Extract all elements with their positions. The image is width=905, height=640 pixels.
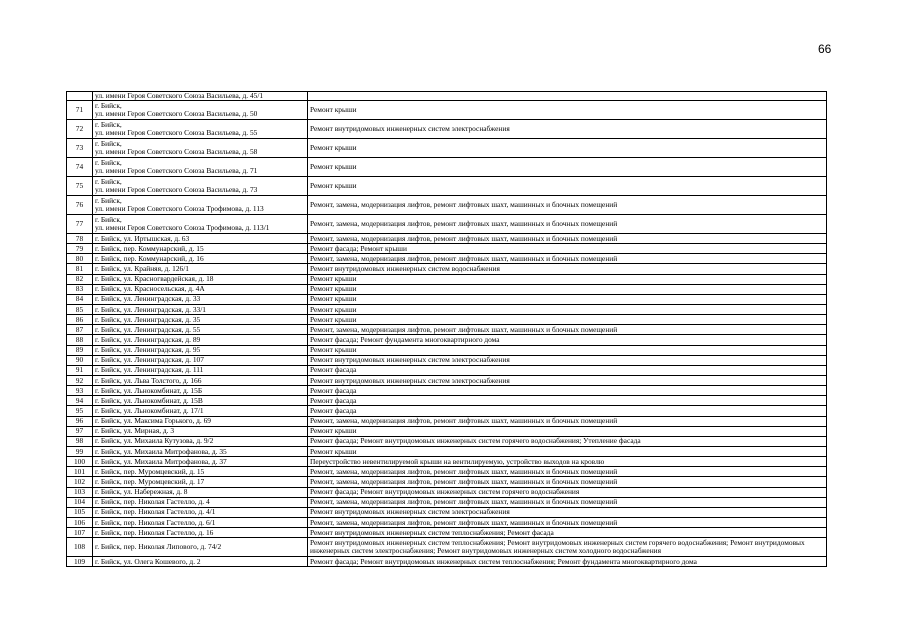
row-number-cell: 109 <box>67 557 93 567</box>
work-type-cell: Ремонт крыши <box>308 139 827 158</box>
table-row <box>67 528 827 538</box>
row-number-cell: 101 <box>67 467 93 477</box>
table-row <box>67 507 827 517</box>
table-row <box>67 120 827 139</box>
row-number-cell: 87 <box>67 325 93 335</box>
address-cell: г. Бийск, ул. Красносельская, д. 4А <box>93 284 308 294</box>
row-number-cell: 86 <box>67 315 93 325</box>
address-cell: г. Бийск, ул. Крайняя, д. 126/1 <box>93 264 308 274</box>
table-row <box>67 196 827 215</box>
work-type-cell: Ремонт внутридомовых инженерных систем электроснабжения <box>308 355 827 365</box>
row-number-cell: 81 <box>67 264 93 274</box>
row-number-cell: 106 <box>67 517 93 527</box>
address-cell: г. Бийск, ул. Михаила Митрофанова, д. 35 <box>93 446 308 456</box>
address-cell: г. Бийск, ул. имени Героя Советского Союза Трофимова, д. 113/1 <box>93 215 308 234</box>
row-number-cell: 105 <box>67 507 93 517</box>
table-row <box>67 284 827 294</box>
work-type-cell: Ремонт фасада <box>308 365 827 375</box>
address-cell: г. Бийск, ул. Иртышская, д. 63 <box>93 234 308 244</box>
row-number-cell: 94 <box>67 396 93 406</box>
address-cell: г. Бийск, пер. Муромцевский, д. 17 <box>93 477 308 487</box>
table-row <box>67 396 827 406</box>
address-cell: г. Бийск, ул. Михаила Митрофанова, д. 37 <box>93 457 308 467</box>
work-type-cell: Ремонт фасада <box>308 406 827 416</box>
work-type-cell: Ремонт внутридомовых инженерных систем водоснабжения <box>308 264 827 274</box>
row-number-cell: 104 <box>67 497 93 507</box>
address-cell: г. Бийск, ул. Льнокомбинат, д. 15В <box>93 396 308 406</box>
work-type-cell: Ремонт крыши <box>308 446 827 456</box>
work-type-cell: Ремонт, замена, модернизация лифтов, ремонт лифтовых шахт, машинных и блочных помещений <box>308 234 827 244</box>
address-cell: г. Бийск, ул. Льнокомбинат, д. 17/1 <box>93 406 308 416</box>
address-cell: г. Бийск, пер. Николая Липового, д. 74/2 <box>93 538 308 557</box>
work-type-cell: Ремонт внутридомовых инженерных систем электроснабжения <box>308 507 827 517</box>
table-row <box>67 497 827 507</box>
address-cell: г. Бийск, ул. имени Героя Советского Союза Васильева, д. 71 <box>93 158 308 177</box>
row-number-cell: 77 <box>67 215 93 234</box>
work-type-cell: Ремонт крыши <box>308 345 827 355</box>
address-cell: г. Бийск, ул. Ленинградская, д. 89 <box>93 335 308 345</box>
work-type-cell: Ремонт фасада <box>308 396 827 406</box>
address-cell: г. Бийск, пер. Коммунарский, д. 15 <box>93 244 308 254</box>
row-number-cell: 76 <box>67 196 93 215</box>
row-number-cell: 79 <box>67 244 93 254</box>
table-row <box>67 264 827 274</box>
work-type-cell: Ремонт, замена, модернизация лифтов, ремонт лифтовых шахт, машинных и блочных помещений <box>308 416 827 426</box>
address-cell: г. Бийск, ул. имени Героя Советского Союза Трофимова, д. 113 <box>93 196 308 215</box>
work-type-cell: Ремонт фасада; Ремонт внутридомовых инженерных систем горячего водоснабжения <box>308 487 827 497</box>
work-type-cell: Ремонт фасада <box>308 386 827 396</box>
address-cell: г. Бийск, пер. Николая Гастелло, д. 16 <box>93 528 308 538</box>
work-type-cell: Ремонт крыши <box>308 304 827 314</box>
table-row <box>67 406 827 416</box>
table-row <box>67 244 827 254</box>
work-type-cell: Ремонт крыши <box>308 294 827 304</box>
work-type-cell: Ремонт крыши <box>308 315 827 325</box>
row-number-cell: 89 <box>67 345 93 355</box>
table-row <box>67 254 827 264</box>
address-cell: г. Бийск, ул. Мирная, д. 3 <box>93 426 308 436</box>
row-number-cell: 80 <box>67 254 93 264</box>
table-row <box>67 315 827 325</box>
row-number-cell: 97 <box>67 426 93 436</box>
work-type-cell: Переустройство невентилируемой крыши на вентилируемую, устройство выходов на кровлю <box>308 457 827 467</box>
work-type-cell: Ремонт крыши <box>308 284 827 294</box>
table-row <box>67 386 827 396</box>
row-number-cell <box>67 92 93 101</box>
address-cell: г. Бийск, пер. Коммунарский, д. 16 <box>93 254 308 264</box>
work-type-cell: Ремонт внутридомовых инженерных систем электроснабжения <box>308 120 827 139</box>
row-number-cell: 98 <box>67 436 93 446</box>
row-number-cell: 102 <box>67 477 93 487</box>
table-row <box>67 457 827 467</box>
table-row <box>67 274 827 284</box>
work-type-cell: Ремонт крыши <box>308 426 827 436</box>
address-cell: г. Бийск, ул. имени Героя Советского Союза Васильева, д. 58 <box>93 139 308 158</box>
row-number-cell: 75 <box>67 177 93 196</box>
row-number-cell: 72 <box>67 120 93 139</box>
address-cell: г. Бийск, ул. имени Героя Советского Союза Васильева, д. 55 <box>93 120 308 139</box>
address-cell: г. Бийск, ул. Красногвардейская, д. 18 <box>93 274 308 284</box>
row-number-cell: 92 <box>67 375 93 385</box>
row-number-cell: 96 <box>67 416 93 426</box>
row-number-cell: 95 <box>67 406 93 416</box>
address-cell: г. Бийск, ул. Ленинградская, д. 55 <box>93 325 308 335</box>
work-type-cell: Ремонт, замена, модернизация лифтов, ремонт лифтовых шахт, машинных и блочных помещений <box>308 196 827 215</box>
address-cell: г. Бийск, ул. Льнокомбинат, д. 15Б <box>93 386 308 396</box>
work-type-cell: Ремонт крыши <box>308 158 827 177</box>
address-cell: г. Бийск, ул. Набережная, д. 8 <box>93 487 308 497</box>
table-row <box>67 325 827 335</box>
address-cell: г. Бийск, ул. Ленинградская, д. 33 <box>93 294 308 304</box>
table-body <box>67 92 827 567</box>
address-cell: г. Бийск, ул. Ленинградская, д. 111 <box>93 365 308 375</box>
address-cell: ул. имени Героя Советского Союза Васильева, д. 45/1 <box>93 92 308 101</box>
table-row <box>67 355 827 365</box>
address-cell: г. Бийск, ул. Ленинградская, д. 107 <box>93 355 308 365</box>
table-row <box>67 215 827 234</box>
work-type-cell: Ремонт крыши <box>308 177 827 196</box>
table-row <box>67 158 827 177</box>
address-cell: г. Бийск, ул. Михаила Кутузова, д. 9/2 <box>93 436 308 446</box>
row-number-cell: 100 <box>67 457 93 467</box>
row-number-cell: 107 <box>67 528 93 538</box>
address-cell: г. Бийск, ул. Максима Горького, д. 69 <box>93 416 308 426</box>
work-type-cell: Ремонт, замена, модернизация лифтов, ремонт лифтовых шахт, машинных и блочных помещений <box>308 325 827 335</box>
row-number-cell: 83 <box>67 284 93 294</box>
row-number-cell: 93 <box>67 386 93 396</box>
work-type-cell: Ремонт фасада; Ремонт крыши <box>308 244 827 254</box>
work-type-cell: Ремонт фасада; Ремонт фундамента многоквартирного дома <box>308 335 827 345</box>
work-type-cell: Ремонт, замена, модернизация лифтов, ремонт лифтовых шахт, машинных и блочных помещений <box>308 467 827 477</box>
row-number-cell: 99 <box>67 446 93 456</box>
address-cell: г. Бийск, пер. Николая Гастелло, д. 6/1 <box>93 517 308 527</box>
work-type-cell: Ремонт крыши <box>308 101 827 120</box>
table-row <box>67 517 827 527</box>
address-cell: г. Бийск, пер. Николая Гастелло, д. 4 <box>93 497 308 507</box>
table-row <box>67 294 827 304</box>
row-number-cell: 82 <box>67 274 93 284</box>
address-cell: г. Бийск, ул. Ленинградская, д. 95 <box>93 345 308 355</box>
work-type-cell: Ремонт фасада; Ремонт внутридомовых инженерных систем горячего водоснабжения; Утепление фасада <box>308 436 827 446</box>
work-type-cell: Ремонт внутридомовых инженерных систем теплоснабжения; Ремонт фасада <box>308 528 827 538</box>
table-row <box>67 335 827 345</box>
table-row <box>67 234 827 244</box>
address-cell: г. Бийск, пер. Николая Гастелло, д. 4/1 <box>93 507 308 517</box>
table-row <box>67 487 827 497</box>
row-number-cell: 84 <box>67 294 93 304</box>
table-row <box>67 139 827 158</box>
row-number-cell: 71 <box>67 101 93 120</box>
row-number-cell: 85 <box>67 304 93 314</box>
page-number: 66 <box>818 42 832 56</box>
address-cell: г. Бийск, ул. Олега Кошевого, д. 2 <box>93 557 308 567</box>
table-row <box>67 177 827 196</box>
row-number-cell: 108 <box>67 538 93 557</box>
work-type-cell: Ремонт, замена, модернизация лифтов, ремонт лифтовых шахт, машинных и блочных помещений <box>308 215 827 234</box>
table-row <box>67 416 827 426</box>
row-number-cell: 88 <box>67 335 93 345</box>
work-type-cell: Ремонт внутридомовых инженерных систем теплоснабжения; Ремонт внутридомовых инженерных систем горячего водоснабжения; Ремонт внутридомовых инженерных систем электроснабжения; Ремонт внутридомовых инженерных систем холодного водоснабжения <box>308 538 827 557</box>
repair-list-table <box>66 91 827 567</box>
work-type-cell: Ремонт крыши <box>308 274 827 284</box>
work-type-cell: Ремонт, замена, модернизация лифтов, ремонт лифтовых шахт, машинных и блочных помещений <box>308 254 827 264</box>
row-number-cell: 78 <box>67 234 93 244</box>
table-row <box>67 345 827 355</box>
work-type-cell: Ремонт, замена, модернизация лифтов, ремонт лифтовых шахт, машинных и блочных помещений <box>308 477 827 487</box>
table-row <box>67 446 827 456</box>
address-cell: г. Бийск, пер. Муромцевский, д. 15 <box>93 467 308 477</box>
table-row <box>67 477 827 487</box>
table-row <box>67 375 827 385</box>
work-type-cell: Ремонт, замена, модернизация лифтов, ремонт лифтовых шахт, машинных и блочных помещений <box>308 517 827 527</box>
address-cell: г. Бийск, ул. Льва Толстого, д. 166 <box>93 375 308 385</box>
work-type-cell: Ремонт, замена, модернизация лифтов, ремонт лифтовых шахт, машинных и блочных помещений <box>308 497 827 507</box>
work-type-cell: Ремонт внутридомовых инженерных систем электроснабжения <box>308 375 827 385</box>
table-row <box>67 436 827 446</box>
table-row <box>67 101 827 120</box>
table-row <box>67 304 827 314</box>
table-row <box>67 557 827 567</box>
table-row <box>67 467 827 477</box>
address-cell: г. Бийск, ул. Ленинградская, д. 33/1 <box>93 304 308 314</box>
table-row <box>67 365 827 375</box>
address-cell: г. Бийск, ул. имени Героя Советского Союза Васильева, д. 73 <box>93 177 308 196</box>
address-cell: г. Бийск, ул. имени Героя Советского Союза Васильева, д. 50 <box>93 101 308 120</box>
table-row <box>67 426 827 436</box>
work-type-cell: Ремонт фасада; Ремонт внутридомовых инженерных систем теплоснабжения; Ремонт фундамента многоквартирного дома <box>308 557 827 567</box>
row-number-cell: 103 <box>67 487 93 497</box>
row-number-cell: 91 <box>67 365 93 375</box>
work-type-cell <box>308 92 827 101</box>
address-cell: г. Бийск, ул. Ленинградская, д. 35 <box>93 315 308 325</box>
row-number-cell: 74 <box>67 158 93 177</box>
row-number-cell: 90 <box>67 355 93 365</box>
table-row <box>67 538 827 557</box>
table-row <box>67 92 827 101</box>
row-number-cell: 73 <box>67 139 93 158</box>
